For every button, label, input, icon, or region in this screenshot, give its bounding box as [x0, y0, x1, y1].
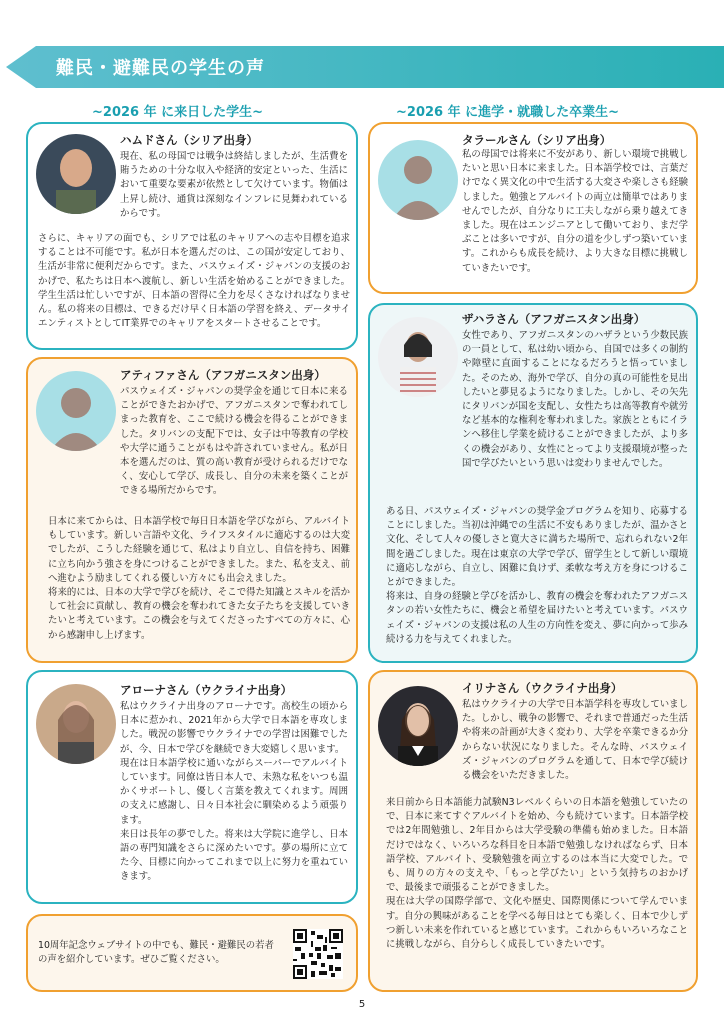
- card-hamad: [26, 122, 358, 350]
- page-number: 5: [358, 999, 366, 1010]
- paragraph: 来日は長年の夢でした。将来は大学院に進学し、日本語の専門知識をさらに深めたいです。夢の場所に立てた今、目標に向かってこれまで以上に努力を重ねていきます。: [120, 828, 348, 883]
- avatar-placeholder-atifa: [36, 371, 116, 451]
- testimonial-body: [386, 505, 688, 647]
- paragraph: 現在は大学の国際学部で、文化や歴史、国際関係について学んでいます。自分の興味があることを学べる毎日はとても楽しく、日本で少しずつ新しい未来を作れていると感じています。これからもいろいろなことに挑戦しながら、自分らしく成長していきたいです。: [386, 896, 688, 951]
- avatar-alona: [36, 684, 116, 764]
- avatar-iryna: [378, 686, 458, 766]
- paragraph: 将来は、自身の経験と学びを活かし、教育の機会を奪われたアフガニスタンの若い女性たちに、機会と希望を届けたいと考えています。パスウェイズ・ジャパンの支援は私の人生の方向性を変え、夢に向かって歩み続ける力を与えてくれました。: [386, 591, 688, 645]
- testimonial-intro: 女性であり、アフガニスタンのハザラという少数民族の一員として、私は幼い頃から、自国では多くの制約や障壁に直面することになるだろうと悟っていました。そのため、海外で学び、自分の真の可能性を見出したいと夢見るようになりました。しかし、その矢先にタリバンが国を支配し、女性たちは高等教育や就労など基本的な権利を奪われました。家族とともにイランへ移住し学業を続けることができましたが、より多くの機会があり、女性にとってより支援環境が整った国で学びたいという思いは変わりませんでした。: [462, 330, 688, 469]
- testimonial-body: [48, 515, 350, 643]
- student-name: イリナさん（ウクライナ出身）: [462, 681, 623, 695]
- student-name: ハムドさん（シリア出身）: [120, 133, 258, 147]
- paragraph: 将来的には、日本の大学で学びを続け、そこで得た知識とスキルを活かして社会に貢献し、教育の機会を奪われてきた女子たちを支援していきたいと考えています。この機会を与えてくださったすべての方々に、心から感謝申し上げます。: [48, 587, 350, 641]
- avatar-zahara: [378, 317, 458, 397]
- card-iryna: [368, 670, 698, 992]
- student-name: アローナさん（ウクライナ出身）: [120, 683, 293, 697]
- testimonial-body: さらに、キャリアの面でも、シリアでは私のキャリアへの志や目標を追求することは不可能です。私が日本を選んだのは、この国が安定しており、生活が非常に便利だからです。また、パスウェイズ・ジャパンの支援のおかげで、私たちは日本へ渡航し、新しい生活を始めることができました。学生生活は忙しいですが、日本語の習得に全力を尽くさなければなりません。私の将来の目標は、できるだけ早く日本語の学習を終え、データサイエンティストとしてIT業界でのキャリアをスタートさせることです。: [38, 233, 350, 330]
- card-talal: [368, 122, 698, 294]
- student-name: アティファさん（アフガニスタン出身）: [120, 368, 326, 382]
- testimonial-intro: パスウェイズ・ジャパンの奨学金を通じて日本に来ることができたおかげで、アフガニスタンで奪われてしまった教育を、ここで続ける機会を得ることができました。タリバンの支配下では、女子は中等教育の学校や大学に通うことがもはや許されていません。私が日本を選んだのは、質の高い教育が受けられるだけでなく、安心して学び、成長し、自分の未来を築くことができる場所だからです。: [120, 386, 348, 497]
- page-title: 難民・避難民の学生の声: [56, 58, 265, 79]
- student-name: ザハラさん（アフガニスタン出身）: [462, 312, 646, 326]
- testimonial-body: [120, 700, 348, 885]
- testimonial-intro: 私はウクライナの大学で日本語学科を専攻していました。しかし、戦争の影響で、それまで普通だった生活や将来の計画が大きく変わり、大学を卒業できるか分からない状況になりました。そんな時、パスウェイズ・ジャパンのプログラムを通して、日本で学び続ける機会をいただきました。: [462, 699, 688, 782]
- section-heading-arrived: ~2026 年 に来日した学生~: [92, 105, 264, 120]
- paragraph: ある日、パスウェイズ・ジャパンの奨学金プログラムを知り、応募することにしました。当初は沖縄での生活に不安もありましたが、温かさと文化、そして人々の優しさと寛大さに満ちた場所で、忘れられない2年間を過ごしました。現在は東京の大学で学び、留学生として新しい環境に適応しながら、自立し、困難に負けず、柔軟な考え方を身につけることができました。: [386, 506, 688, 589]
- page-banner: [6, 46, 724, 88]
- card-zahara: [368, 303, 698, 663]
- website-note-text: 10周年記念ウェブサイトの中でも、難民・避難民の若者の声を紹介しています。ぜひご覧ください。: [38, 940, 274, 965]
- testimonial-body: [386, 796, 688, 952]
- section-heading-graduated: ~2026 年 に進学・就職した卒業生~: [396, 105, 620, 120]
- card-atifa: [26, 357, 358, 663]
- avatar-hamad: [36, 134, 116, 214]
- testimonial-intro: 現在、私の母国では戦争は終結しましたが、生活費を賄うための十分な収入や経済的安定といった、生活において重要な要素が依然として欠けています。物価は上昇し続け、通貨は深刻なインフレに見舞われているからです。: [120, 151, 348, 219]
- student-name: タラールさん（シリア出身）: [462, 133, 612, 147]
- paragraph: 現在は日本語学校に通いながらスーパーでアルバイトしています。同僚は皆日本人で、未熟な私をいつも温かくサポートし、優しく言葉を教えてくれます。周囲の支えに感謝し、日々日本社会に馴染めるよう頑張ります。: [120, 757, 348, 826]
- paragraph: 日本に来てからは、日本語学校で毎日日本語を学びながら、アルバイトもしています。新しい言語や文化、ライフスタイルに適応するのは大変でしたが、こうした経験を通じて、私はより自立し、自信を持ち、困難に立ち向かう強さを身につけることができました。また、私を支え、前へ進むよう励ましてくれる優しい方々にも出会えました。: [48, 516, 350, 584]
- avatar-placeholder-talal: [378, 140, 458, 220]
- paragraph: 来日前から日本語能力試験N3レベルくらいの日本語を勉強していたので、日本に来てすぐアルバイトを始め、今も続けています。日本語学校では2年間勉強し、2年目からは大学受験の準備も始めました。日本語だけではなく、いろいろな科目を日本語で勉強しなければならず、日本語学校、アルバイト、受験勉強を両立するのは本当に大変でした。でも、周りの方々の支えや、「もっと学びたい」という気持ちのおかげで、最後まで頑張ることができました。: [386, 797, 688, 894]
- card-alona: [26, 670, 358, 904]
- qr-code-icon[interactable]: [293, 929, 343, 979]
- testimonial-body: 私の母国では将来に不安があり、新しい環境で挑戦したいと思い日本に来ました。日本語学校では、言葉だけでなく異文化の中で生活する大変さや楽しさも経験しました。勉強とアルバイトの両立は簡単ではありませんでしたが、自分なりに工夫しながら乗り越えてきました。現在はエンジニアとして働いており、まだ学ぶことは多いですが、自分の道を少しずつ築いています。これからも成長を続け、より大きな目標に挑戦していきたいです。: [462, 149, 688, 274]
- paragraph: 私はウクライナ出身のアローナです。高校生の頃から日本に惹かれ、2021年から大学で日本語を専攻しました。戦況の影響でウクライナでの学習は困難でしたが、今、日本で学びを継続でき大変嬉しく思います。: [120, 701, 348, 755]
